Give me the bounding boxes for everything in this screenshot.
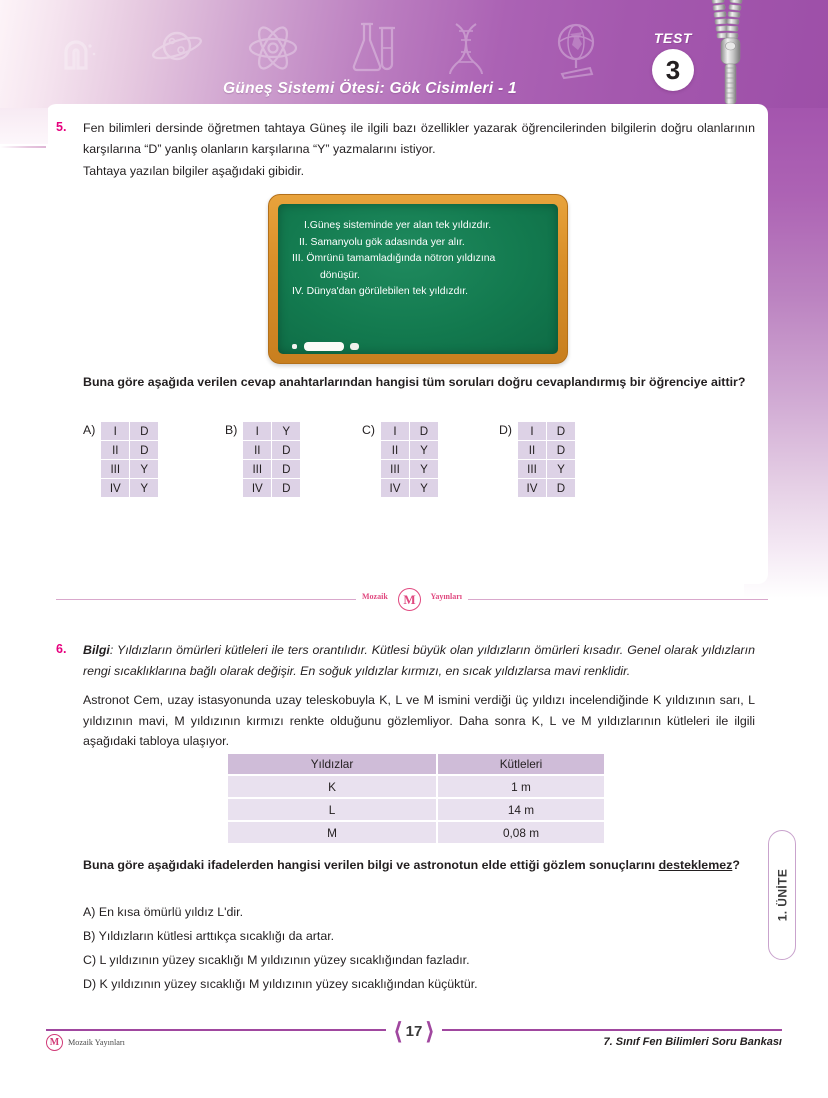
test-number: 3 <box>652 49 694 91</box>
keycell: III <box>518 460 546 478</box>
keycell: D <box>272 441 300 459</box>
left-edge-wash <box>0 108 48 144</box>
table-header-stars: Yıldızlar <box>228 754 436 774</box>
option-a-grid[interactable] <box>101 422 158 497</box>
option-c-grid[interactable] <box>381 422 438 497</box>
blackboard-surface <box>278 204 558 354</box>
keycell: Y <box>410 479 438 497</box>
option-d-group[interactable] <box>499 422 575 497</box>
unit-tab <box>768 830 796 960</box>
chevron-left-icon: ⟨ <box>393 1017 403 1044</box>
question-5-paragraph-1: Fen bilimleri dersinde öğretmen tahtaya Güneş ile ilgili bazı özellikler yazarak öğrencilerinden bilgilerin doğru olanlarının karşılarına “D” yanlış olanların karşılarına “Y” yazmalarını istiyor. <box>83 121 755 156</box>
question-6-prompt-emphasis: desteklemez <box>658 858 733 872</box>
table-cell-star: L <box>228 799 436 820</box>
footer-book-title: 7. Sınıf Fen Bilimleri Soru Bankası <box>603 1036 782 1048</box>
keycell: II <box>381 441 409 459</box>
blackboard <box>268 194 568 364</box>
question-6-info-text: : Yıldızların ömürleri kütleleri ile ters orantılıdır. Kütlesi büyük olan yıldızların ömürleri kısadır. Genel olarak yıldızların rengi sıcaklıklarına bağlı olarak değişir. En soğuk yıldızlar kırmızı, en sıcak yıldızlarsa mavi renklidir. <box>83 643 755 678</box>
footer-rule-right <box>442 1029 782 1031</box>
chalk-piece-small <box>292 344 297 349</box>
question-6-info-label: Bilgi <box>83 643 110 657</box>
blackboard-frame <box>268 194 568 364</box>
chalk-piece <box>350 343 359 350</box>
dna-icon <box>440 20 492 78</box>
mozaik-logo-icon <box>398 588 421 611</box>
atom-icon <box>245 20 301 76</box>
board-line-5: IV. Dünya'dan görülebilen tek yıldızdır. <box>292 286 469 298</box>
keycell: IV <box>381 479 409 497</box>
option-a-label: A) <box>83 423 96 437</box>
question-5-prompt: Buna göre aşağıda verilen cevap anahtarlarından hangisi tüm soruları doğru cevaplandırmış bir öğrenciye aittir? <box>83 375 746 389</box>
divider-line-left <box>56 599 356 600</box>
option-c-group[interactable] <box>362 422 438 497</box>
keycell: IV <box>101 479 129 497</box>
question-6-option-b[interactable]: B) Yıldızların kütlesi arttıkça sıcaklığı da artar. <box>83 929 335 943</box>
keycell: D <box>410 422 438 440</box>
table-cell-mass: 14 m <box>438 799 604 820</box>
keycell: I <box>243 422 271 440</box>
board-line-1: I.Güneş sisteminde yer alan tek yıldızdır. <box>304 220 492 231</box>
board-line-3: III. Ömrünü tamamladığında nötron yıldızına <box>292 253 496 265</box>
unit-tab-label: 1. ÜNİTE <box>775 868 790 922</box>
keycell: I <box>381 422 409 440</box>
footer-logo-text: Mozaik Yayınları <box>68 1038 125 1047</box>
divider-line-right <box>468 599 768 600</box>
keycell: IV <box>243 479 271 497</box>
keycell: D <box>272 479 300 497</box>
option-d-label: D) <box>499 423 512 437</box>
option-b-group[interactable] <box>225 422 300 497</box>
option-a-group[interactable] <box>83 422 158 497</box>
keycell: D <box>130 422 158 440</box>
globe-icon <box>548 18 606 80</box>
mozaik-logo-letter: M <box>403 591 416 607</box>
zipper-icon <box>700 0 760 108</box>
question-6-option-d[interactable]: D) K yıldızının yüzey sıcaklığı M yıldızının yüzey sıcaklığından küçüktür. <box>83 977 478 991</box>
keycell: Y <box>272 422 300 440</box>
page-title: Güneş Sistemi Ötesi: Gök Cisimleri - 1 <box>223 80 517 97</box>
question-6-prompt-part1: Buna göre aşağıdaki ifadelerden hangisi verilen bilgi ve astronotun elde ettiği gözlem sonuçlarını <box>83 858 659 872</box>
table-row <box>228 822 604 843</box>
page-header-banner <box>0 0 828 108</box>
keycell: II <box>101 441 129 459</box>
flask-icon <box>348 18 402 76</box>
mozaik-footer-logo-letter: M <box>49 1037 60 1048</box>
table-cell-star: K <box>228 776 436 797</box>
divider-brand-right: Yayınları <box>430 592 462 601</box>
keycell: II <box>518 441 546 459</box>
chalk-eraser <box>304 342 344 351</box>
board-line-2: II. Samanyolu gök adasında yer alır. <box>299 236 465 248</box>
question-6-option-c[interactable]: C) L yıldızının yüzey sıcaklığı M yıldızının yüzey sıcaklığından fazladır. <box>83 953 470 967</box>
question-6-option-a[interactable]: A) En kısa ömürlü yıldız L'dir. <box>83 905 244 919</box>
chevron-right-icon: ⟩ <box>425 1017 435 1044</box>
question-6-number: 6. <box>56 642 67 656</box>
option-b-label: B) <box>225 423 238 437</box>
test-badge <box>636 30 710 91</box>
question-5-number: 5. <box>56 120 67 134</box>
table-cell-star: M <box>228 822 436 843</box>
footer-logo <box>46 1034 125 1051</box>
question-6-info <box>83 640 755 681</box>
left-edge-rule <box>0 146 46 148</box>
keycell: Y <box>130 460 158 478</box>
keycell: Y <box>410 460 438 478</box>
page-number: 17 <box>405 1022 423 1040</box>
table-cell-mass: 0,08 m <box>438 822 604 843</box>
question-6-prompt <box>83 855 743 876</box>
keycell: Y <box>410 441 438 459</box>
keycell: D <box>130 441 158 459</box>
mozaik-footer-logo-icon <box>46 1034 63 1051</box>
keycell: D <box>547 479 575 497</box>
table-header-masses: Kütleleri <box>438 754 604 774</box>
board-line-4: dönüşür. <box>320 269 360 281</box>
divider-brand-left: Mozaik <box>362 592 388 601</box>
keycell: I <box>518 422 546 440</box>
question-5-paragraph-2: Tahtaya yazılan bilgiler aşağıdaki gibidir. <box>83 164 305 178</box>
magnet-icon <box>52 30 100 78</box>
table-cell-mass: 1 m <box>438 776 604 797</box>
blackboard-text <box>290 218 548 301</box>
keycell: IV <box>518 479 546 497</box>
test-label: TEST <box>653 30 693 46</box>
keycell: D <box>547 441 575 459</box>
keycell: III <box>381 460 409 478</box>
keycell: Y <box>130 479 158 497</box>
keycell: I <box>101 422 129 440</box>
footer-rule-left <box>46 1029 386 1031</box>
keycell: III <box>243 460 271 478</box>
keycell: III <box>101 460 129 478</box>
keycell: D <box>547 422 575 440</box>
table-row <box>228 799 604 820</box>
keycell: II <box>243 441 271 459</box>
keycell: Y <box>547 460 575 478</box>
option-b-grid[interactable] <box>243 422 300 497</box>
keycell: D <box>272 460 300 478</box>
saturn-planet-icon <box>148 22 206 76</box>
option-d-grid[interactable] <box>518 422 575 497</box>
page-number-block <box>380 1016 448 1046</box>
option-c-label: C) <box>362 423 375 437</box>
table-row <box>228 776 604 797</box>
question-6-paragraph: Astronot Cem, uzay istasyonunda uzay teleskobuyla K, L ve M ismini verdiği üç yıldızı incelendiğinde K yıldızının sarı, L yıldızının mavi, M yıldızının kırmızı renkte olduğunu gözlemliyor. Daha sonra K, L ve M yıldızlarının kütleleri ile ilgili aşağıdaki tabloya ulaşıyor. <box>83 693 755 748</box>
table-header-row <box>228 754 604 774</box>
question-6-prompt-part3: ? <box>732 858 740 872</box>
star-mass-table <box>228 752 604 845</box>
section-divider <box>56 588 768 610</box>
